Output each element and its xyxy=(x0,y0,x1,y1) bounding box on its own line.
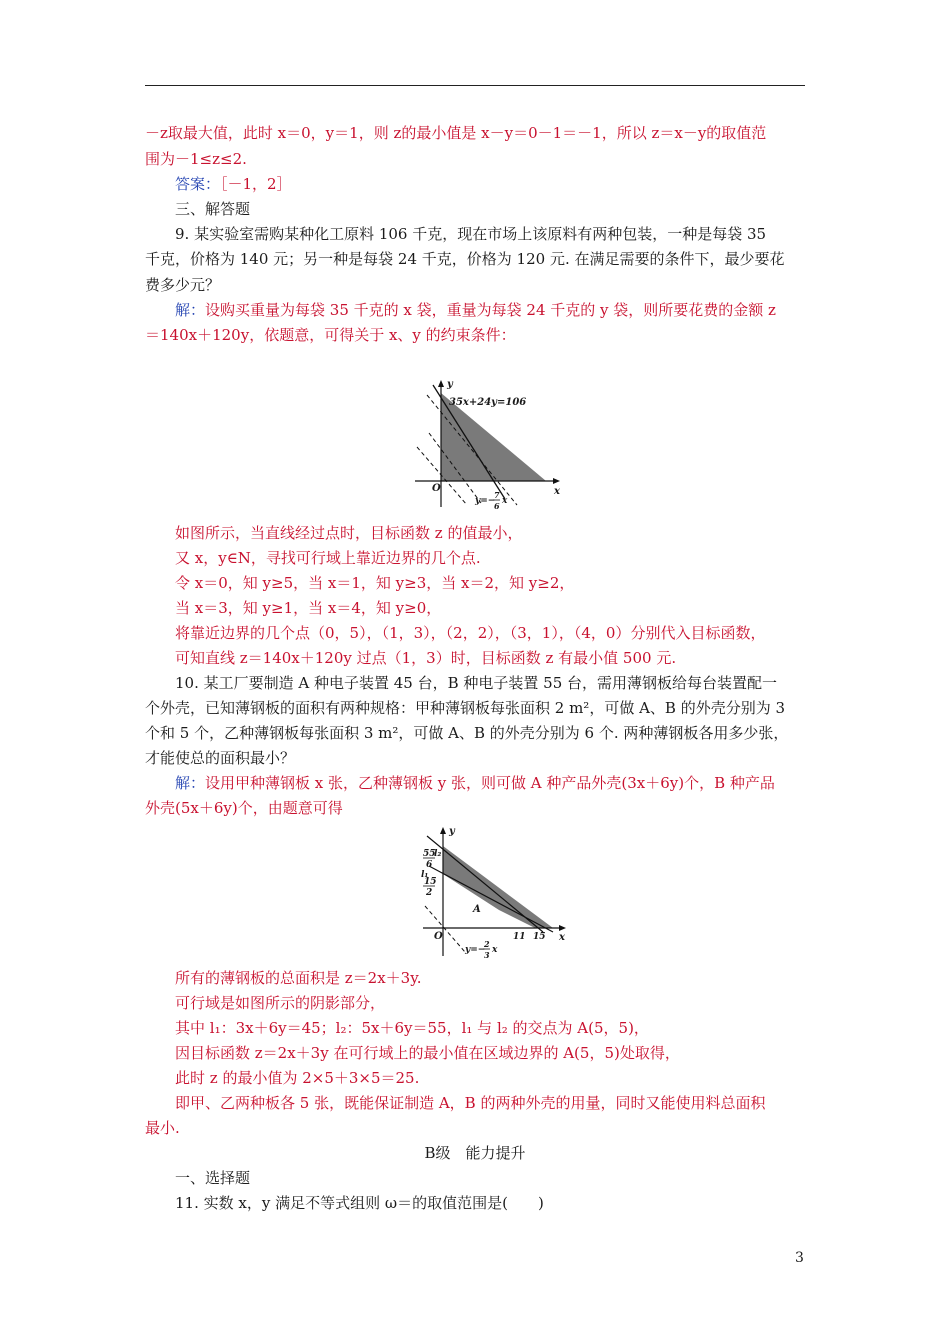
question-10: 才能使总的面积最小？ xyxy=(145,749,296,767)
question-9: 9. 某实验室需购某种化工原料 106 千克，现在市场上该原料有两种包装，一种是每袋 35 xyxy=(175,225,767,243)
solution-10: 其中 l₁：3x＋6y＝45；l₂：5x＋6y＝55，l₁ 与 l₂ 的交点为 A(5，5)， xyxy=(175,1019,649,1037)
objective-label-rhs: x xyxy=(492,945,498,955)
solution-10: 外壳(5x＋6y)个，由题意可得 xyxy=(145,799,343,817)
x-axis-arrow xyxy=(553,478,560,484)
answer-line xyxy=(175,175,805,193)
x-axis-label: x xyxy=(554,486,560,497)
solution-9: 如图所示，当直线经过点时，目标函数 z 的值最小， xyxy=(175,524,523,542)
question-10: 10. 某工厂要制造 A 种电子装置 45 台，B 种电子装置 55 台，需用薄钢板给每台装置配一 xyxy=(175,674,778,692)
text-line: 围为－1≤z≤2. xyxy=(145,150,247,168)
y-axis-label: y xyxy=(447,379,453,390)
solution-9: 可知直线 z＝140x＋120y 过点（1，3）时，目标函数 z 有最小值 500 元. xyxy=(175,649,677,667)
y-tick-num: 55 xyxy=(423,849,436,859)
solution-9: 令 x＝0，知 y≥5，当 x＝1，知 y≥3，当 x＝2，知 y≥2， xyxy=(175,574,575,592)
feasible-region-figure-2 xyxy=(415,822,575,962)
question-9: 费多少元？ xyxy=(145,276,221,294)
solution-text: 设购买重量为每袋 35 千克的 x 袋，重量为每袋 24 千克的 y 袋，则所要花费的金额 z xyxy=(205,301,776,319)
solution-text: 设用甲种薄钢板 x 张，乙种薄钢板 y 张，则可做 A 种产品外壳(3x＋6y)个，B 种产品 xyxy=(205,774,775,792)
y-tick-num: 15 xyxy=(424,877,437,887)
y-axis-arrow xyxy=(440,827,446,834)
y-tick-den: 2 xyxy=(426,888,433,898)
origin-label: O xyxy=(432,483,441,494)
objective-label-rhs: x xyxy=(502,496,508,506)
section-heading: 三、解答题 xyxy=(175,200,251,218)
text-line: －z取最大值，此时 x＝0，y＝1，则 z的最小值是 x－y＝0－1＝－1，所以 z＝x－y的取值范 xyxy=(145,124,767,142)
solution-10: 此时 z 的最小值为 2×5＋3×5＝25. xyxy=(175,1069,420,1087)
question-10: 个外壳，已知薄钢板的面积有两种规格：甲种薄钢板每张面积 2 m²，可做 A、B 的外壳分别为 3 xyxy=(145,699,786,717)
question-11: 11. 实数 x，y 满足不等式组则 ω＝的取值范围是( ) xyxy=(175,1194,544,1212)
objective-label-lhs: y=− xyxy=(465,945,486,955)
solution-label: 解： xyxy=(175,301,206,319)
objective-label-num: 7 xyxy=(494,490,500,500)
line-l1 xyxy=(429,866,553,932)
objective-label-lhs: y=− xyxy=(475,496,496,506)
solution-label: 解： xyxy=(175,774,206,792)
answer-value: ［－1，2］ xyxy=(220,175,292,193)
solution-10: 即甲、乙两种板各 5 张，既能保证制造 A，B 的两种外壳的用量，同时又能使用料总面积 xyxy=(175,1094,766,1112)
objective-label-den: 3 xyxy=(484,950,490,960)
solution-10: 最小. xyxy=(145,1119,180,1137)
x-tick: 11 xyxy=(513,932,526,942)
y-tick-den: 6 xyxy=(426,860,433,870)
constraint-line-label: 35x+24y=106 xyxy=(449,397,527,408)
x-tick: 15 xyxy=(533,932,546,942)
answer-label: 答案： xyxy=(175,175,221,193)
level-heading: B级 能力提升 xyxy=(424,1144,526,1162)
solution-10 xyxy=(175,774,805,792)
origin-label: O xyxy=(434,931,443,942)
x-axis-arrow xyxy=(559,925,566,931)
solution-9: 又 x，y∈N，寻找可行域上靠近边界的几个点. xyxy=(175,549,481,567)
y-axis-arrow xyxy=(438,380,444,387)
feasible-region-figure-1 xyxy=(405,375,565,513)
section-heading: 一、选择题 xyxy=(175,1169,251,1187)
solution-10: 所有的薄钢板的总面积是 z＝2x＋3y. xyxy=(175,969,422,987)
objective-label-num: 2 xyxy=(484,939,490,949)
l2-label: l₂ xyxy=(434,849,442,859)
page-number: 3 xyxy=(795,1250,804,1266)
x-axis-label: x xyxy=(559,932,565,943)
point-A-label: A xyxy=(473,904,481,915)
dashed-line xyxy=(425,906,465,952)
y-axis-label: y xyxy=(449,826,455,837)
header-rule xyxy=(145,85,805,86)
solution-9: ＝140x＋120y，依题意，可得关于 x、y 的约束条件： xyxy=(145,326,516,344)
solution-9: 将靠近边界的几个点（0，5），（1，3），（2，2），（3，1），（4，0）分别代入目标函数， xyxy=(175,624,766,642)
shaded-region xyxy=(443,846,553,928)
solution-10: 因目标函数 z＝2x＋3y 在可行域上的最小值在区域边界的 A(5，5)处取得， xyxy=(175,1044,680,1062)
question-9: 千克，价格为 140 元；另一种是每袋 24 千克，价格为 120 元. 在满足需要的条件下，最少要花 xyxy=(145,250,785,268)
l1-label: l₁ xyxy=(421,870,429,880)
objective-label-den: 6 xyxy=(494,501,500,511)
solution-10: 可行域是如图所示的阴影部分， xyxy=(175,994,386,1012)
solution-9 xyxy=(175,301,805,319)
solution-9: 当 x＝3，知 y≥1，当 x＝4，知 y≥0， xyxy=(175,599,442,617)
question-10: 个和 5 个，乙种薄钢板每张面积 3 m²，可做 A、B 的外壳分别为 6 个. 两种薄钢板各用多少张， xyxy=(145,724,789,742)
